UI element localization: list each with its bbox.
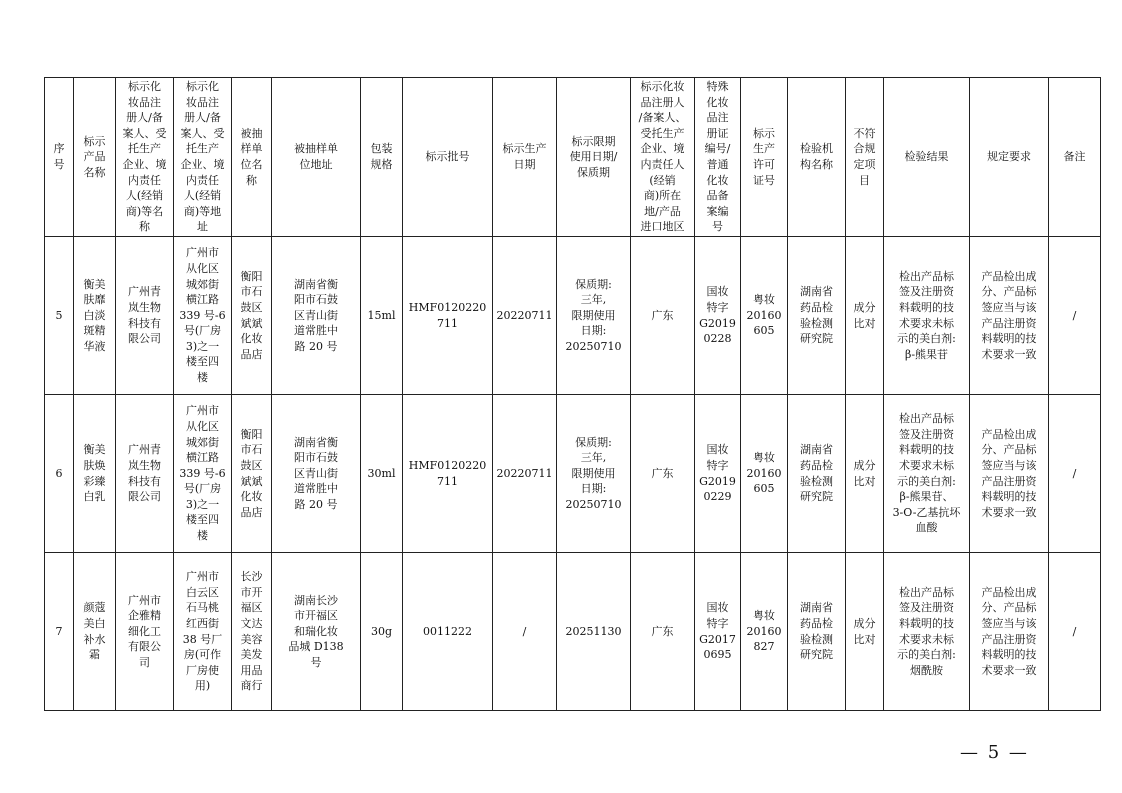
header-serial-no: 序 号 <box>45 78 74 237</box>
header-remarks: 备注 <box>1049 78 1101 237</box>
cell-sampled-unit-address: 湖南长沙 市开福区 和瑞化妆 品城 D138 号 <box>272 553 361 711</box>
cell-package-spec: 30ml <box>361 395 403 553</box>
cell-batch-no: 0011222 <box>403 553 493 711</box>
cell-serial-no: 5 <box>45 237 74 395</box>
header-product-name: 标示 产品 名称 <box>74 78 116 237</box>
header-test-result: 检验结果 <box>884 78 970 237</box>
cell-requirement: 产品检出成 分、产品标 签应当与该 产品注册资 料载明的技 术要求一致 <box>970 395 1049 553</box>
cell-production-date: 20220711 <box>493 395 557 553</box>
table-header <box>45 78 1101 237</box>
cell-sampled-unit-name: 长沙 市开 福区 文达 美容 美发 用品 商行 <box>232 553 272 711</box>
cell-serial-no: 6 <box>45 395 74 553</box>
cell-nonconforming-item: 成分 比对 <box>846 553 884 711</box>
header-registrant-address: 标示化 妆品注 册人/备 案人、受 托生产 企业、境 内责任 人(经销 商)等地 址 <box>174 78 232 237</box>
header-production-license: 标示 生产 许可 证号 <box>741 78 788 237</box>
cell-registrant-name: 广州青 岚生物 科技有 限公司 <box>116 395 174 553</box>
cell-expiry-shelf-life: 保质期: 三年, 限期使用 日期: 20250710 <box>557 395 631 553</box>
cell-test-result: 检出产品标 签及注册资 料载明的技 术要求未标 示的美白剂: β-熊果苷、 3-O-乙基抗坏 血酸 <box>884 395 970 553</box>
cell-nonconforming-item: 成分 比对 <box>846 237 884 395</box>
cell-product-name: 颜蔻 美白 补水 霜 <box>74 553 116 711</box>
cell-remarks: / <box>1049 395 1101 553</box>
cell-batch-no: HMF0120220 711 <box>403 395 493 553</box>
table-row <box>45 395 1101 553</box>
cell-batch-no: HMF0120220 711 <box>403 237 493 395</box>
cell-requirement: 产品检出成 分、产品标 签应当与该 产品注册资 料载明的技 术要求一致 <box>970 237 1049 395</box>
inspection-results-table <box>44 77 1101 711</box>
cell-sampled-unit-name: 衡阳 市石 鼓区 斌斌 化妆 品店 <box>232 237 272 395</box>
cell-registrant-address: 广州市 从化区 城郊街 横江路 339 号-6 号(厂房 3)之一 楼至四 楼 <box>174 237 232 395</box>
header-sampled-unit-address: 被抽样单 位地址 <box>272 78 361 237</box>
table-row <box>45 237 1101 395</box>
cell-package-spec: 15ml <box>361 237 403 395</box>
cell-remarks: / <box>1049 237 1101 395</box>
header-testing-institution: 检验机 构名称 <box>788 78 846 237</box>
cell-test-result: 检出产品标 签及注册资 料载明的技 术要求未标 示的美白剂: β-熊果苷 <box>884 237 970 395</box>
header-registrant-name: 标示化 妆品注 册人/备 案人、受 托生产 企业、境 内责任 人(经销 商)等名 称 <box>116 78 174 237</box>
cell-production-license: 粤妆 20160 605 <box>741 395 788 553</box>
cell-sampled-unit-address: 湖南省衡 阳市石鼓 区青山街 道常胜中 路 20 号 <box>272 395 361 553</box>
cell-testing-institution: 湖南省 药品检 验检测 研究院 <box>788 553 846 711</box>
cell-region: 广东 <box>631 237 695 395</box>
cell-registrant-name: 广州市 企雅精 细化工 有限公 司 <box>116 553 174 711</box>
cell-expiry-shelf-life: 保质期: 三年, 限期使用 日期: 20250710 <box>557 237 631 395</box>
cell-production-date: 20220711 <box>493 237 557 395</box>
header-row <box>45 78 1101 237</box>
cell-region: 广东 <box>631 395 695 553</box>
cell-sampled-unit-address: 湖南省衡 阳市石鼓 区青山街 道常胜中 路 20 号 <box>272 237 361 395</box>
table-body <box>45 237 1101 711</box>
cell-test-result: 检出产品标 签及注册资 料载明的技 术要求未标 示的美白剂: 烟酰胺 <box>884 553 970 711</box>
cell-region: 广东 <box>631 553 695 711</box>
cell-product-name: 衡美 肤焕 彩臻 白乳 <box>74 395 116 553</box>
header-nonconforming-item: 不符 合规 定项 目 <box>846 78 884 237</box>
cell-registration-no: 国妆 特字 G2017 0695 <box>695 553 741 711</box>
cell-product-name: 衡美 肤靡 白淡 斑精 华液 <box>74 237 116 395</box>
header-region: 标示化妆 品注册人 /备案人、 受托生产 企业、境 内责任人 (经销 商)所在 地/产品 进口地区 <box>631 78 695 237</box>
cell-production-date: / <box>493 553 557 711</box>
cell-testing-institution: 湖南省 药品检 验检测 研究院 <box>788 237 846 395</box>
cell-production-license: 粤妆 20160 827 <box>741 553 788 711</box>
header-production-date: 标示生产 日期 <box>493 78 557 237</box>
table-row <box>45 553 1101 711</box>
cell-package-spec: 30g <box>361 553 403 711</box>
header-requirement: 规定要求 <box>970 78 1049 237</box>
header-sampled-unit-name: 被抽 样单 位名 称 <box>232 78 272 237</box>
cell-registration-no: 国妆 特字 G2019 0228 <box>695 237 741 395</box>
page-number: — 5 — <box>960 742 1029 763</box>
header-expiry-shelf-life: 标示限期 使用日期/ 保质期 <box>557 78 631 237</box>
cell-sampled-unit-name: 衡阳 市石 鼓区 斌斌 化妆 品店 <box>232 395 272 553</box>
cell-registrant-address: 广州市 从化区 城郊街 横江路 339 号-6 号(厂房 3)之一 楼至四 楼 <box>174 395 232 553</box>
header-batch-no: 标示批号 <box>403 78 493 237</box>
cell-expiry-shelf-life: 20251130 <box>557 553 631 711</box>
cell-production-license: 粤妆 20160 605 <box>741 237 788 395</box>
header-package-spec: 包装 规格 <box>361 78 403 237</box>
cell-requirement: 产品检出成 分、产品标 签应当与该 产品注册资 料载明的技 术要求一致 <box>970 553 1049 711</box>
cell-testing-institution: 湖南省 药品检 验检测 研究院 <box>788 395 846 553</box>
cell-nonconforming-item: 成分 比对 <box>846 395 884 553</box>
header-registration-no: 特殊 化妆 品注 册证 编号/ 普通 化妆 品备 案编 号 <box>695 78 741 237</box>
cell-registrant-address: 广州市 白云区 石马桃 红西街 38 号厂 房(可作 厂房使 用) <box>174 553 232 711</box>
cell-registration-no: 国妆 特字 G2019 0229 <box>695 395 741 553</box>
cell-registrant-name: 广州青 岚生物 科技有 限公司 <box>116 237 174 395</box>
cell-serial-no: 7 <box>45 553 74 711</box>
cell-remarks: / <box>1049 553 1101 711</box>
